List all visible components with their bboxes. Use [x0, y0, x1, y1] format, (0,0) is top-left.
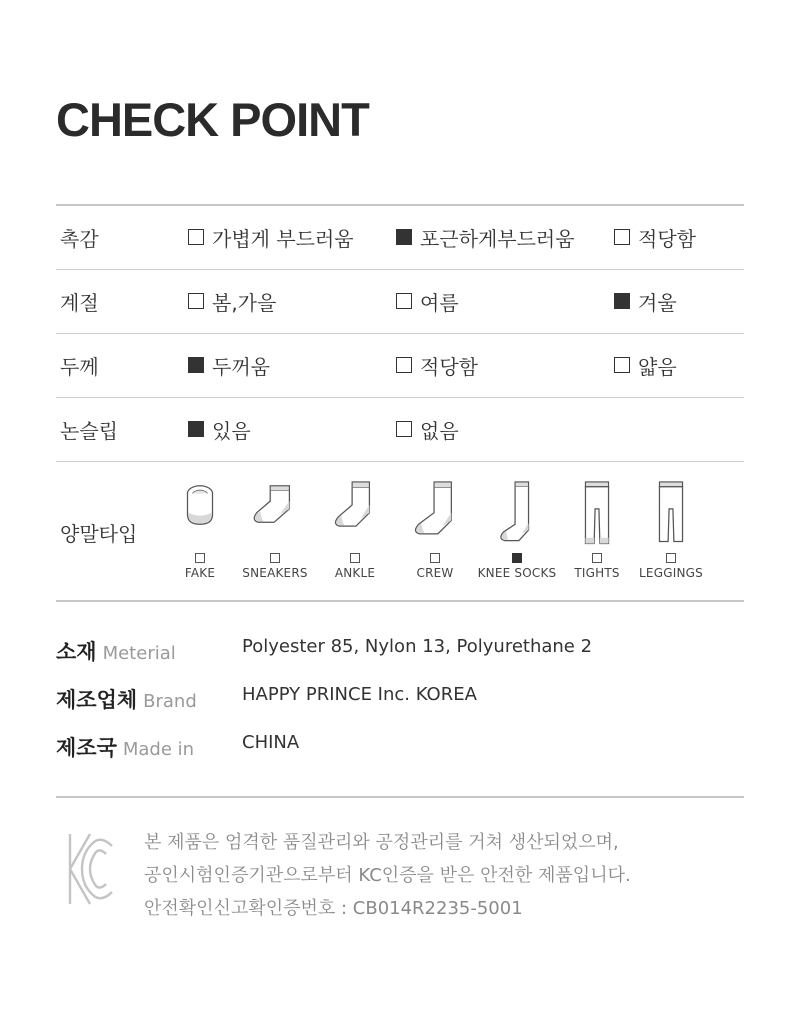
spec-made-in: 제조국 Made in CHINA: [56, 732, 300, 760]
row-label: 촉감: [60, 226, 99, 251]
option: 봄,가을: [188, 287, 276, 316]
row-label: 계절: [60, 290, 99, 315]
checkbox-checked: [396, 229, 412, 245]
spec-material: 소재 Meterial Polyester 85, Nylon 13, Polyurethane 2: [56, 636, 593, 664]
checkbox-checked: [188, 421, 204, 437]
checkbox: [350, 553, 360, 563]
row-label: 양말타입: [60, 522, 138, 546]
checkbox: [270, 553, 280, 563]
checkbox: [614, 229, 630, 245]
option: 적당함: [396, 351, 478, 380]
option: 없음: [396, 415, 459, 444]
option: 적당함: [614, 223, 696, 252]
section-rule: [56, 600, 744, 602]
row-season: [56, 269, 744, 333]
checkbox-checked: [614, 293, 630, 309]
section-rule: [56, 796, 744, 798]
checkbox: [666, 553, 676, 563]
sock-type-knee: KNEE SOCKS: [472, 480, 562, 580]
row-label: 두께: [60, 354, 99, 379]
option: 여름: [396, 287, 459, 316]
sock-type-leggings: LEGGINGS: [626, 480, 716, 580]
row-label: 논슬립: [60, 418, 118, 443]
checkbox: [188, 229, 204, 245]
sock-type-sneakers: SNEAKERS: [230, 480, 320, 580]
crew-sock-icon: [410, 480, 460, 547]
kc-mark-icon: [64, 830, 116, 908]
option: 가볍게 부드러움: [188, 223, 354, 252]
sock-type-fake: FAKE: [155, 480, 245, 580]
leggings-icon: [651, 480, 691, 547]
sock-type-tights: TIGHTS: [552, 480, 642, 580]
sock-type-ankle: ANKLE: [310, 480, 400, 580]
ankle-sock-icon: [330, 480, 380, 547]
kc-notice: 본 제품은 엄격한 품질관리와 공정관리를 거쳐 생산되었으며, 공인시험인증기관으로부터 KC인증을 받은 안전한 제품입니다. 안전확인신고확인증번호 : CB014R2235-5001: [144, 832, 631, 919]
spec-brand: 제조업체 Brand HAPPY PRINCE Inc. KOREA: [56, 684, 477, 712]
checkbox-checked: [512, 553, 522, 563]
row-thickness: [56, 333, 744, 397]
row-non-slip: [56, 397, 744, 461]
tights-icon: [577, 480, 617, 547]
knee-sock-icon: [497, 480, 537, 547]
row-divider: [56, 461, 744, 462]
row-texture: [56, 205, 744, 269]
option: 있음: [188, 415, 251, 444]
checkbox-checked: [188, 357, 204, 373]
checkbox: [592, 553, 602, 563]
option: 포근하게부드러움: [396, 223, 575, 252]
checkbox: [396, 421, 412, 437]
sneakers-sock-icon: [250, 480, 300, 547]
checkbox: [188, 293, 204, 309]
option: 두꺼움: [188, 351, 270, 380]
checkbox: [614, 357, 630, 373]
checkbox: [430, 553, 440, 563]
sock-type-crew: CREW: [390, 480, 480, 580]
option: 겨울: [614, 287, 677, 316]
option: 얇음: [614, 351, 677, 380]
fake-sock-icon: [180, 480, 220, 547]
checkbox: [396, 293, 412, 309]
checkbox: [195, 553, 205, 563]
checkbox: [396, 357, 412, 373]
page-title: CHECK POINT: [56, 93, 369, 146]
